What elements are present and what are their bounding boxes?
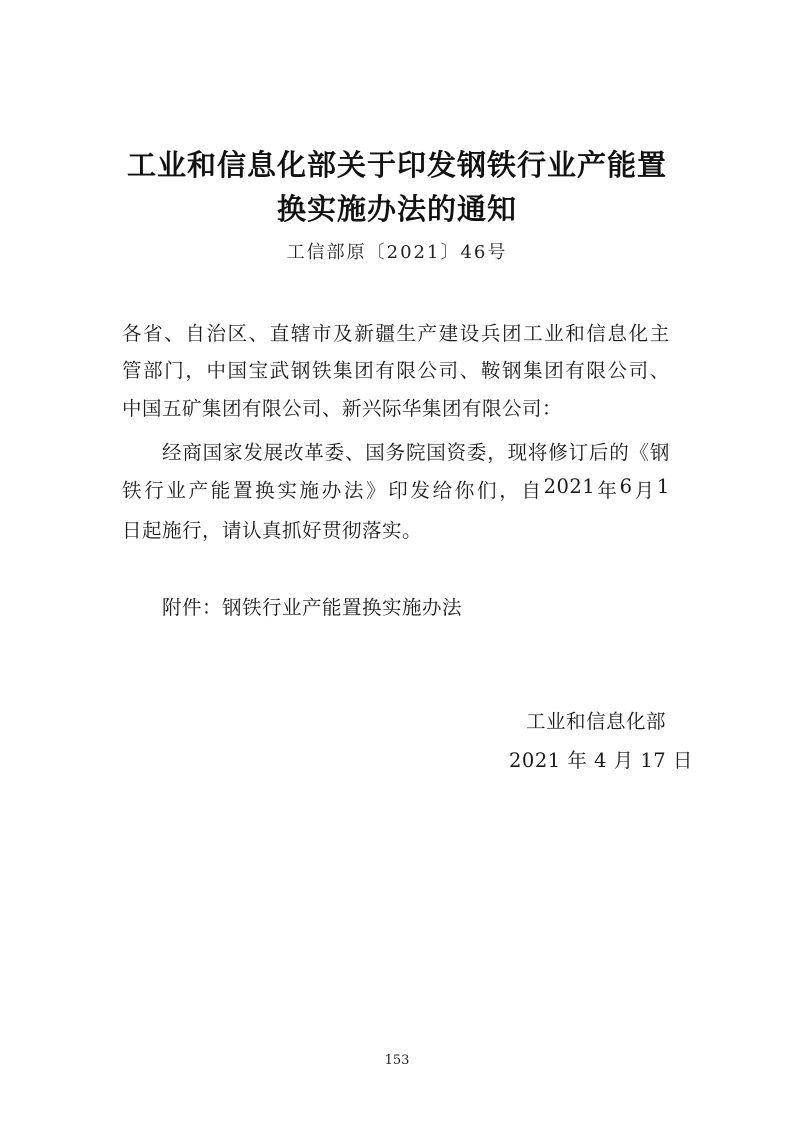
glyph: 后	[588, 441, 609, 464]
page-number: 153	[384, 1053, 410, 1068]
glyph: 信	[586, 322, 607, 345]
glyph: 展	[263, 441, 284, 464]
glyph: 限	[396, 359, 417, 382]
glyph: 年	[597, 479, 618, 502]
glyph: 铁	[122, 479, 143, 502]
glyph: 资	[446, 441, 467, 464]
recipients-line-3: 中国五矿集团有限公司、新兴际华集团有限公司：	[122, 397, 563, 420]
glyph: 1	[656, 475, 670, 498]
signature-date: 2021 年 4 月 17 日	[509, 749, 693, 772]
glyph: 2021	[543, 475, 596, 498]
glyph: 鞍	[480, 359, 501, 382]
glyph: 国	[426, 441, 447, 464]
document-title-line-2: 换实施办法的通知	[276, 192, 517, 226]
glyph: 办	[321, 479, 342, 502]
glyph: 建	[438, 322, 459, 345]
glyph: 区	[227, 322, 248, 345]
glyph: 产	[417, 322, 438, 345]
glyph: 施	[299, 479, 320, 502]
glyph: 辖	[290, 322, 311, 345]
glyph: 国	[365, 441, 386, 464]
glyph: ，	[487, 441, 508, 464]
glyph: 市	[311, 322, 332, 345]
glyph: 、	[649, 359, 670, 382]
glyph: 新	[354, 322, 375, 345]
glyph: 法	[343, 479, 364, 502]
glyph: 各	[122, 322, 143, 345]
glyph: 生	[396, 322, 417, 345]
glyph: 部	[143, 359, 164, 382]
attachment-note: 附件：钢铁行业产能置换实施办法	[162, 596, 463, 619]
glyph: 给	[432, 479, 453, 502]
signer-organization: 工业和信息化部	[526, 710, 667, 733]
glyph: 业	[166, 479, 187, 502]
glyph: 能	[210, 479, 231, 502]
glyph: 国	[227, 359, 248, 382]
glyph: ，	[499, 479, 520, 502]
glyph: 省	[143, 322, 164, 345]
body-line-2	[122, 475, 670, 503]
glyph: 修	[548, 441, 569, 464]
glyph: 产	[188, 479, 209, 502]
glyph: 月	[634, 479, 655, 502]
glyph: 疆	[375, 322, 396, 345]
glyph: 国	[202, 441, 223, 464]
glyph: 将	[527, 441, 548, 464]
glyph: 《	[629, 441, 650, 464]
body-line-1	[162, 437, 670, 465]
body-line-3: 日起施行，请认真抓好贯彻落实。	[122, 519, 423, 542]
glyph: 你	[454, 479, 475, 502]
glyph: 家	[222, 441, 243, 464]
glyph: 钢	[501, 359, 522, 382]
glyph: 及	[333, 322, 354, 345]
recipients-line-2	[122, 355, 670, 383]
glyph: 换	[255, 479, 276, 502]
glyph: 的	[609, 441, 630, 464]
glyph: 设	[459, 322, 480, 345]
glyph: 院	[405, 441, 426, 464]
glyph: 息	[607, 322, 628, 345]
glyph: 自	[185, 322, 206, 345]
glyph: 6	[619, 475, 633, 498]
glyph: 公	[417, 359, 438, 382]
glyph: 有	[375, 359, 396, 382]
glyph: 置	[232, 479, 253, 502]
glyph: 发	[243, 441, 264, 464]
glyph: 限	[586, 359, 607, 382]
glyph: 实	[277, 479, 298, 502]
glyph: 公	[607, 359, 628, 382]
glyph: 》	[366, 479, 387, 502]
glyph: 管	[122, 359, 143, 382]
glyph: 工	[523, 322, 544, 345]
glyph: 、	[459, 359, 480, 382]
document-title-line-1: 工业和信息化部关于印发钢铁行业产能置	[126, 148, 667, 182]
glyph: 铁	[311, 359, 332, 382]
glyph: 革	[304, 441, 325, 464]
glyph: 武	[269, 359, 290, 382]
glyph: 、	[248, 322, 269, 345]
glyph: 司	[438, 359, 459, 382]
glyph: 务	[385, 441, 406, 464]
document-number: 工信部原〔2021〕46号	[286, 242, 508, 263]
glyph: 和	[565, 322, 586, 345]
glyph: 团	[354, 359, 375, 382]
glyph: 发	[410, 479, 431, 502]
glyph: 钢	[290, 359, 311, 382]
glyph: 经	[162, 441, 183, 464]
glyph: 自	[521, 479, 542, 502]
glyph: 主	[649, 322, 670, 345]
glyph: 改	[283, 441, 304, 464]
glyph: 印	[388, 479, 409, 502]
recipients-line-1	[122, 318, 670, 346]
glyph: 集	[523, 359, 544, 382]
glyph: 商	[182, 441, 203, 464]
glyph: 有	[565, 359, 586, 382]
glyph: 团	[544, 359, 565, 382]
glyph: 宝	[248, 359, 269, 382]
glyph: 兵	[480, 322, 501, 345]
glyph: 订	[568, 441, 589, 464]
glyph: 、	[164, 322, 185, 345]
glyph: 化	[628, 322, 649, 345]
glyph: 行	[144, 479, 165, 502]
glyph: 门	[164, 359, 185, 382]
glyph: 委	[466, 441, 487, 464]
glyph: ，	[185, 359, 206, 382]
glyph: 中	[206, 359, 227, 382]
glyph: 业	[544, 322, 565, 345]
glyph: 直	[269, 322, 290, 345]
glyph: 钢	[649, 441, 670, 464]
glyph: 集	[333, 359, 354, 382]
glyph: 团	[501, 322, 522, 345]
glyph: 司	[628, 359, 649, 382]
glyph: 们	[477, 479, 498, 502]
glyph: 现	[507, 441, 528, 464]
glyph: 治	[206, 322, 227, 345]
glyph: 、	[344, 441, 365, 464]
glyph: 委	[324, 441, 345, 464]
